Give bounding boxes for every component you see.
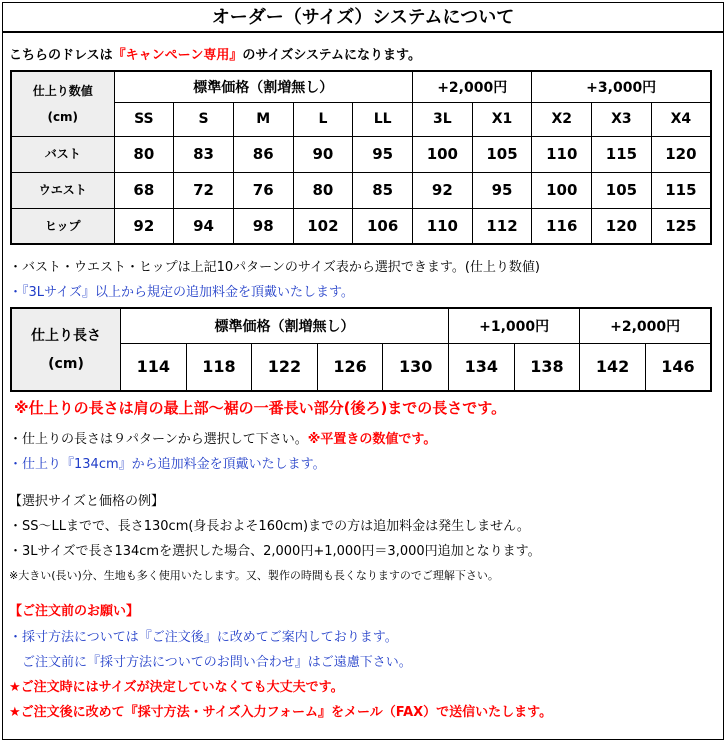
measurement-cell: 102 [293,208,353,244]
size-label-line2: (cm) [47,109,79,124]
measurement-cell: 110 [413,208,473,244]
note-3l-surcharge: ・『3Lサイズ』以上から規定の追加料金を頂戴いたします。 [9,285,354,300]
length-cell: 130 [383,343,449,391]
size-header-cell: SS [114,102,174,136]
length-cell: 114 [121,343,187,391]
star-note-1: ★ご注文時にはサイズが決定していなくても大丈夫です。 [9,680,344,695]
note-length-text: ・仕上りの長さは９パターンから選択して下さい。 [9,432,308,447]
flat-measure-highlight: ※平置きの数値です。 [307,432,437,447]
length-cell: 118 [186,343,252,391]
length-group-plus1000: +1,000円 [449,308,580,343]
measurement-cell: 86 [233,136,293,172]
note-length-patterns [9,428,436,447]
row-label-hip: ヒップ [11,208,114,244]
intro-text [9,44,421,63]
length-cell: 122 [252,343,318,391]
length-table [10,307,712,392]
measurement-cell: 110 [532,136,592,172]
size-header-cell: 3L [413,102,473,136]
measurement-cell: 98 [233,208,293,244]
size-header-cell: LL [353,102,413,136]
measurement-cell: 120 [651,136,711,172]
size-label-line1: 仕上り数値 [32,83,93,98]
length-label-line2: (cm) [48,355,84,372]
measurement-cell: 105 [592,172,652,208]
measurement-cell: 105 [472,136,532,172]
group-header-plus2000: +2,000円 [413,71,532,102]
measurement-cell: 116 [532,208,592,244]
length-cell: 134 [449,343,515,391]
measurement-cell: 72 [174,172,234,208]
page-title: オーダー（サイズ）システムについて [2,2,724,33]
length-label-line1: 仕上り長さ [31,327,101,344]
measurement-cell: 83 [174,136,234,172]
measurement-cell: 115 [592,136,652,172]
campaign-highlight: 『キャンペーン専用』 [112,48,243,63]
example-heading: 【選択サイズと価格の例】 [9,494,164,509]
measurement-cell: 76 [233,172,293,208]
size-table [10,70,712,245]
row-label-bust: バスト [11,136,114,172]
length-table-label [11,308,121,391]
note-size-patterns: ・バスト・ウエスト・ヒップは上記10パターンのサイズ表から選択できます。(仕上り数値) [9,260,540,275]
size-header-cell: X3 [592,102,652,136]
length-cell: 142 [580,343,646,391]
measurement-cell: 90 [293,136,353,172]
measurement-cell: 85 [353,172,413,208]
intro-before: こちらのドレスは [9,48,113,63]
measurement-cell: 106 [353,208,413,244]
size-header-cell: X1 [472,102,532,136]
measurement-cell: 100 [413,136,473,172]
measurement-cell: 112 [472,208,532,244]
measurement-cell: 68 [114,172,174,208]
length-group-standard: 標準価格（割増無し） [121,308,449,343]
request-line-1: ・採寸方法については『ご注文後』に改めてご案内しております。 [9,630,398,645]
row-label-waist: ウエスト [11,172,114,208]
measurement-cell: 92 [413,172,473,208]
length-cell: 146 [645,343,711,391]
size-header-cell: S [174,102,234,136]
length-cell: 126 [317,343,383,391]
size-header-cell: M [233,102,293,136]
size-table-label [11,71,114,136]
measurement-cell: 95 [472,172,532,208]
measurement-cell: 120 [592,208,652,244]
length-cell: 138 [514,343,580,391]
measurement-cell: 80 [114,136,174,172]
size-header-cell: X2 [532,102,592,136]
intro-after: のサイズシステムになります。 [242,48,421,63]
request-line-2: ご注文前に『採寸方法についてのお問い合わせ』はご遠慮下さい。 [22,655,412,670]
star-note-2: ★ご注文後に改めて『採寸方法・サイズ入力フォーム』をメール（FAX）で送信いたします。 [9,705,553,720]
size-header-cell: X4 [651,102,711,136]
request-heading: 【ご注文前のお願い】 [9,604,140,619]
measurement-cell: 125 [651,208,711,244]
measurement-cell: 100 [532,172,592,208]
length-warning: ※仕上りの長さは肩の最上部～裾の一番長い部分(後ろ)までの長さです。 [14,399,507,417]
measurement-cell: 115 [651,172,711,208]
note-134-surcharge: ・仕上り『134cm』から追加料金を頂戴いたします。 [9,457,326,472]
length-group-plus2000: +2,000円 [580,308,711,343]
size-header-cell: L [293,102,353,136]
example-line-1: ・SS～LLまでで、長さ130cm(身長およそ160cm)までの方は追加料金は発生しません。 [9,519,530,534]
measurement-cell: 80 [293,172,353,208]
group-header-standard: 標準価格（割増無し） [114,71,413,102]
example-line-2: ・3Lサイズで長さ134cmを選択した場合、2,000円+1,000円＝3,000円追加となります。 [9,544,541,559]
example-note: ※大きい(長い)分、生地も多く使用いたします。又、製作の時間も長くなりますのでご理解下さい。 [9,569,499,582]
measurement-cell: 94 [174,208,234,244]
group-header-plus3000: +3,000円 [532,71,711,102]
measurement-cell: 92 [114,208,174,244]
measurement-cell: 95 [353,136,413,172]
